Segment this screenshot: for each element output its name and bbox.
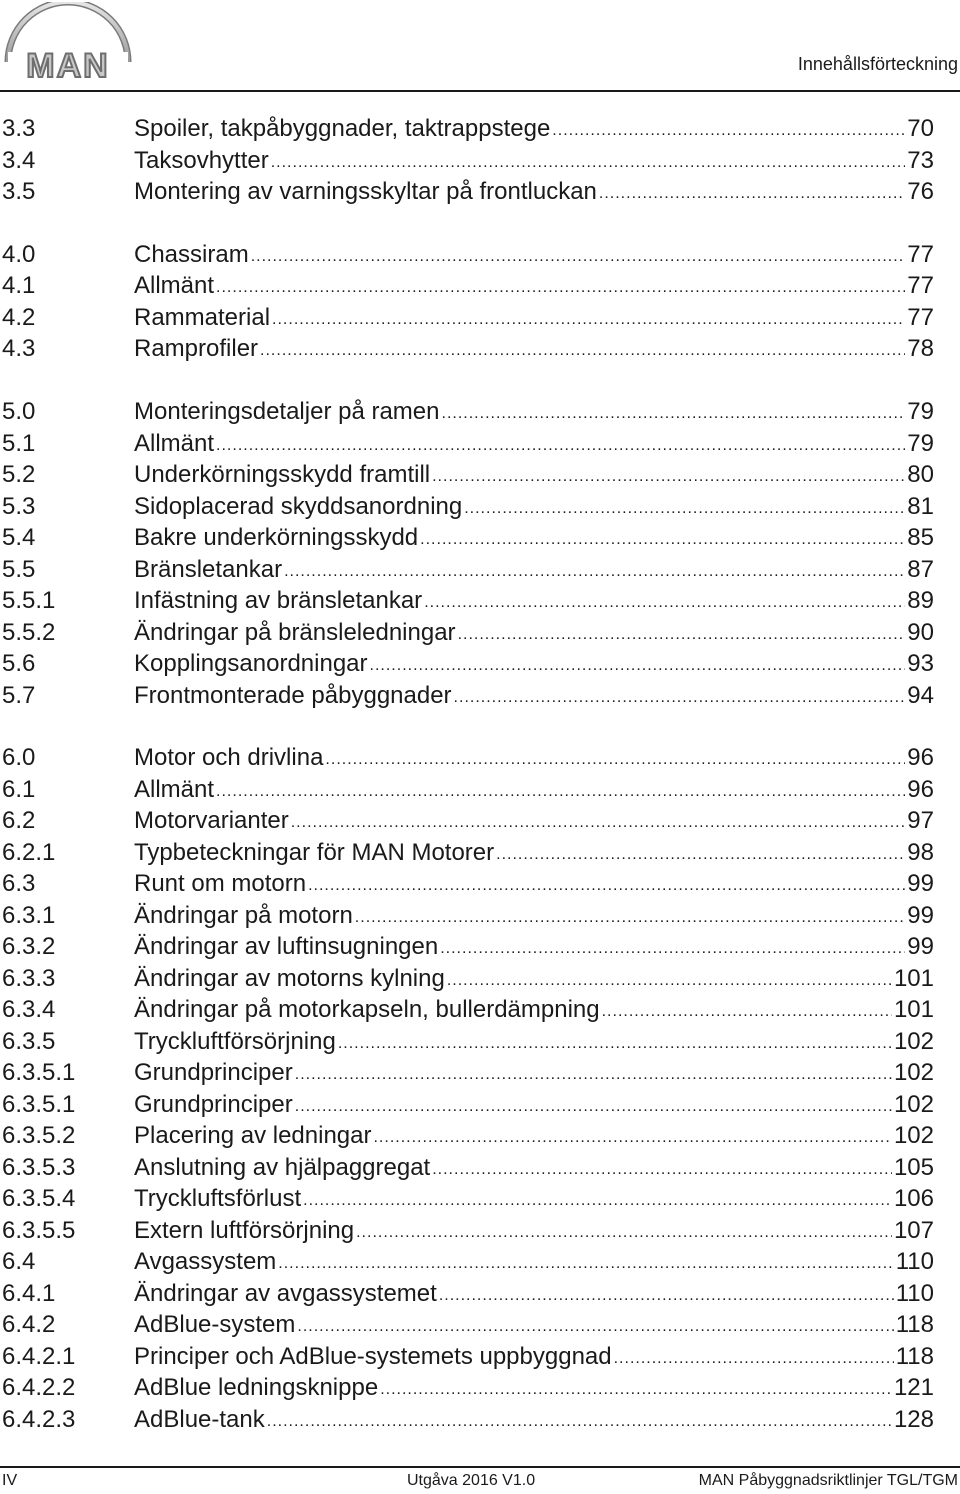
toc-entry-title: Runt om motorn bbox=[134, 870, 307, 898]
toc-entry-title: Montering av varningsskyltar på frontluckan bbox=[134, 178, 597, 205]
toc-entry[interactable] bbox=[0, 1246, 934, 1278]
toc-entry[interactable] bbox=[0, 145, 934, 177]
toc-entry-number: 5.1 bbox=[2, 429, 36, 457]
toc-entry[interactable] bbox=[0, 113, 934, 145]
toc-entry-page: 70 bbox=[907, 115, 934, 142]
toc-entry-page: 110 bbox=[895, 1248, 934, 1276]
toc-entry-page: 102 bbox=[893, 1027, 934, 1055]
toc-dot-leader bbox=[614, 1340, 894, 1375]
toc-entry[interactable] bbox=[0, 1089, 934, 1121]
toc-entry-title: Grundprinciper bbox=[134, 1090, 293, 1118]
toc-entry-number: 6.0 bbox=[2, 744, 36, 772]
toc-dot-leader bbox=[420, 521, 905, 556]
toc-entry[interactable] bbox=[0, 333, 934, 365]
toc-entry[interactable] bbox=[0, 554, 934, 586]
toc-entry[interactable] bbox=[0, 428, 934, 460]
toc-entry-number: 3.4 bbox=[2, 146, 36, 174]
toc-entry[interactable] bbox=[0, 1278, 934, 1310]
toc-dot-leader bbox=[297, 1308, 893, 1343]
toc-entry[interactable] bbox=[0, 648, 934, 680]
toc-entry-title: Spoiler, takpåbyggnader, taktrappstege bbox=[134, 115, 551, 142]
toc-dot-leader bbox=[260, 332, 905, 367]
toc-entry-title: Ändringar av luftinsugningen bbox=[134, 933, 439, 961]
toc-entry-page: 87 bbox=[907, 555, 934, 583]
toc-dot-leader bbox=[552, 112, 905, 147]
toc-entry-number: 6.3.5.1 bbox=[2, 1059, 76, 1087]
toc-entry-number: 6.3.5.1 bbox=[2, 1090, 76, 1118]
toc-entry-number: 6.4.2.2 bbox=[2, 1374, 76, 1402]
toc-entry-title: Tryckluftsförlust bbox=[134, 1185, 302, 1213]
toc-entry[interactable] bbox=[0, 491, 934, 523]
toc-entry-page: 99 bbox=[907, 901, 934, 929]
toc-entry[interactable] bbox=[0, 837, 934, 869]
toc-dot-leader bbox=[216, 269, 905, 304]
toc-entry-title: Principer och AdBlue-systemets uppbyggnad bbox=[134, 1342, 612, 1370]
toc-entry-title: Tryckluftförsörjning bbox=[134, 1027, 336, 1055]
toc-entry[interactable] bbox=[0, 1057, 934, 1089]
toc-entry-number: 6.4 bbox=[2, 1248, 36, 1276]
toc-entry-number: 6.2 bbox=[2, 807, 36, 835]
toc-entry-title: Bakre underkörningsskydd bbox=[134, 524, 419, 552]
footer-edition: Utgåva 2016 V1.0 bbox=[407, 1472, 536, 1489]
toc-entry-number: 5.5.1 bbox=[2, 587, 56, 615]
toc-entry[interactable] bbox=[0, 900, 934, 932]
toc-entry-title: Ändringar på motorn bbox=[134, 901, 353, 929]
toc-entry-number: 5.4 bbox=[2, 524, 36, 552]
toc-dot-leader bbox=[432, 1151, 892, 1186]
toc-dot-leader bbox=[496, 836, 905, 871]
toc-entry-page: 85 bbox=[907, 524, 934, 552]
toc-entry-title: Ändringar på bränsleledningar bbox=[134, 618, 456, 646]
toc-entry-title: Motorvarianter bbox=[134, 807, 289, 835]
toc-dot-leader bbox=[303, 1182, 892, 1217]
toc-entry[interactable] bbox=[0, 742, 934, 774]
toc-entry-number: 6.4.1 bbox=[2, 1279, 56, 1307]
toc-entry[interactable] bbox=[0, 1026, 934, 1058]
toc-dot-leader bbox=[370, 647, 906, 682]
toc-entry[interactable] bbox=[0, 963, 934, 995]
toc-dot-leader bbox=[291, 804, 906, 839]
toc-entry-page: 99 bbox=[907, 933, 934, 961]
toc-entry-page: 101 bbox=[893, 996, 934, 1024]
toc-entry-page: 106 bbox=[893, 1185, 934, 1213]
toc-entry[interactable] bbox=[0, 931, 934, 963]
table-of-contents bbox=[0, 113, 934, 1435]
toc-entry-title: AdBlue ledningsknippe bbox=[134, 1374, 379, 1402]
toc-entry-title: Rammaterial bbox=[134, 303, 271, 331]
toc-dot-leader bbox=[447, 962, 892, 997]
toc-entry-page: 96 bbox=[907, 744, 934, 772]
toc-entry-title: Chassiram bbox=[134, 240, 249, 268]
toc-entry-number: 6.4.2.3 bbox=[2, 1405, 76, 1433]
toc-entry-title: Motor och drivlina bbox=[134, 744, 324, 772]
toc-entry-title: Ändringar på motorkapseln, bullerdämpning bbox=[134, 996, 600, 1024]
toc-entry-title: Bränsletankar bbox=[134, 555, 283, 583]
toc-entry-number: 6.3.1 bbox=[2, 901, 56, 929]
toc-entry-title: Sidoplacerad skyddsanordning bbox=[134, 492, 463, 520]
toc-dot-leader bbox=[458, 616, 906, 651]
toc-entry-title: Allmänt bbox=[134, 429, 215, 457]
toc-entry-page: 90 bbox=[907, 618, 934, 646]
toc-entry-title: Extern luftförsörjning bbox=[134, 1216, 355, 1244]
toc-entry-page: 89 bbox=[907, 587, 934, 615]
toc-entry-page: 128 bbox=[893, 1405, 934, 1433]
footer-document-title: MAN Påbyggnadsriktlinjer TGL/TGM bbox=[698, 1472, 958, 1489]
toc-dot-leader bbox=[602, 993, 892, 1028]
toc-entry[interactable] bbox=[0, 1341, 934, 1373]
toc-entry-number: 6.4.2 bbox=[2, 1311, 56, 1339]
toc-entry-page: 110 bbox=[895, 1279, 934, 1307]
toc-entry[interactable] bbox=[0, 680, 934, 712]
toc-entry-title: Allmänt bbox=[134, 272, 215, 300]
toc-entry-title: AdBlue-system bbox=[134, 1311, 296, 1339]
toc-entry-page: 79 bbox=[907, 398, 934, 426]
toc-entry[interactable] bbox=[0, 302, 934, 334]
toc-entry[interactable] bbox=[0, 994, 934, 1026]
toc-entry[interactable] bbox=[0, 1372, 934, 1404]
toc-entry-title: Anslutning av hjälpaggregat bbox=[134, 1153, 431, 1181]
toc-entry-title: AdBlue-tank bbox=[134, 1405, 265, 1433]
toc-entry-number: 6.3.5.3 bbox=[2, 1153, 76, 1181]
toc-entry-page: 78 bbox=[907, 335, 934, 363]
footer-page-number: IV bbox=[2, 1472, 18, 1489]
toc-dot-leader bbox=[440, 930, 905, 965]
toc-dot-leader bbox=[295, 1088, 892, 1123]
toc-entry-page: 80 bbox=[907, 461, 934, 489]
toc-entry[interactable] bbox=[0, 805, 934, 837]
toc-dot-leader bbox=[599, 175, 905, 210]
toc-dot-leader bbox=[338, 1025, 892, 1060]
toc-entry-number: 6.3.4 bbox=[2, 996, 56, 1024]
toc-dot-leader bbox=[380, 1371, 892, 1406]
toc-entry-page: 102 bbox=[893, 1122, 934, 1150]
toc-entry[interactable] bbox=[0, 1404, 934, 1436]
toc-entry-page: 118 bbox=[895, 1311, 934, 1339]
toc-entry-page: 94 bbox=[907, 681, 934, 709]
toc-entry[interactable] bbox=[0, 617, 934, 649]
toc-entry[interactable] bbox=[0, 1152, 934, 1184]
toc-dot-leader bbox=[278, 1245, 893, 1280]
toc-entry-number: 6.3.3 bbox=[2, 964, 56, 992]
toc-entry-page: 102 bbox=[893, 1090, 934, 1118]
toc-entry-page: 77 bbox=[907, 240, 934, 268]
toc-dot-leader bbox=[325, 741, 905, 776]
toc-entry-number: 6.3.2 bbox=[2, 933, 56, 961]
page-footer bbox=[0, 1470, 960, 1494]
header-divider bbox=[0, 90, 960, 92]
toc-entry[interactable] bbox=[0, 868, 934, 900]
toc-entry-title: Ramprofiler bbox=[134, 335, 259, 363]
toc-entry-number: 6.3.5.4 bbox=[2, 1185, 76, 1213]
section-title: Innehållsförteckning bbox=[797, 54, 958, 74]
toc-entry-number: 6.2.1 bbox=[2, 838, 56, 866]
toc-entry-title: Ändringar av avgassystemet bbox=[134, 1279, 437, 1307]
toc-dot-leader bbox=[464, 490, 905, 525]
toc-entry-title: Allmänt bbox=[134, 775, 215, 803]
toc-dot-leader bbox=[356, 1214, 892, 1249]
toc-entry-page: 93 bbox=[907, 650, 934, 678]
toc-entry-page: 77 bbox=[907, 303, 934, 331]
logo-text: MAN bbox=[26, 47, 110, 80]
toc-entry-number: 5.5.2 bbox=[2, 618, 56, 646]
toc-dot-leader bbox=[424, 584, 905, 619]
toc-entry-page: 79 bbox=[907, 429, 934, 457]
toc-entry-page: 96 bbox=[907, 775, 934, 803]
toc-entry-title: Kopplingsanordningar bbox=[134, 650, 368, 678]
toc-entry[interactable] bbox=[0, 1309, 934, 1341]
toc-entry[interactable] bbox=[0, 459, 934, 491]
toc-entry[interactable] bbox=[0, 1215, 934, 1247]
toc-dot-leader bbox=[216, 773, 905, 808]
toc-entry-number: 6.3.5.2 bbox=[2, 1122, 76, 1150]
toc-entry[interactable] bbox=[0, 1120, 934, 1152]
toc-dot-leader bbox=[272, 301, 905, 336]
toc-entry-page: 99 bbox=[907, 870, 934, 898]
toc-entry-title: Placering av ledningar bbox=[134, 1122, 372, 1150]
toc-entry-number: 3.3 bbox=[2, 115, 36, 142]
toc-entry-number: 6.3 bbox=[2, 870, 36, 898]
toc-entry-title: Typbeteckningar för MAN Motorer bbox=[134, 838, 495, 866]
toc-entry-page: 98 bbox=[907, 838, 934, 866]
toc-dot-leader bbox=[251, 238, 906, 273]
toc-entry-number: 5.0 bbox=[2, 398, 36, 426]
toc-entry-page: 73 bbox=[907, 146, 934, 174]
toc-dot-leader bbox=[442, 395, 906, 430]
toc-entry[interactable] bbox=[0, 585, 934, 617]
toc-dot-leader bbox=[373, 1119, 891, 1154]
toc-entry-page: 105 bbox=[893, 1153, 934, 1181]
toc-entry[interactable] bbox=[0, 774, 934, 806]
toc-entry-page: 101 bbox=[893, 964, 934, 992]
toc-entry-title: Taksovhytter bbox=[134, 146, 269, 174]
toc-entry-page: 102 bbox=[893, 1059, 934, 1087]
toc-entry-number: 5.2 bbox=[2, 461, 36, 489]
toc-entry-number: 4.2 bbox=[2, 303, 36, 331]
toc-dot-leader bbox=[295, 1056, 892, 1091]
toc-entry-number: 5.7 bbox=[2, 681, 36, 709]
toc-entry-title: Ändringar av motorns kylning bbox=[134, 964, 445, 992]
toc-entry[interactable] bbox=[0, 396, 934, 428]
toc-dot-leader bbox=[308, 867, 905, 902]
toc-dot-leader bbox=[267, 1403, 892, 1438]
toc-entry-number: 4.3 bbox=[2, 335, 36, 363]
toc-entry-number: 6.3.5.5 bbox=[2, 1216, 76, 1244]
toc-entry-number: 3.5 bbox=[2, 178, 36, 205]
toc-dot-leader bbox=[284, 553, 905, 588]
footer-divider bbox=[0, 1466, 960, 1468]
toc-entry-number: 6.3.5 bbox=[2, 1027, 56, 1055]
toc-entry-title: Grundprinciper bbox=[134, 1059, 293, 1087]
toc-entry[interactable] bbox=[0, 522, 934, 554]
page-header bbox=[0, 0, 960, 92]
toc-entry[interactable] bbox=[0, 270, 934, 302]
toc-entry[interactable] bbox=[0, 176, 934, 208]
toc-entry-number: 5.5 bbox=[2, 555, 36, 583]
toc-dot-leader bbox=[355, 899, 906, 934]
toc-entry-number: 4.0 bbox=[2, 240, 36, 268]
toc-entry-number: 5.3 bbox=[2, 492, 36, 520]
toc-entry-title: Underkörningsskydd framtill bbox=[134, 461, 431, 489]
toc-entry-page: 97 bbox=[907, 807, 934, 835]
toc-entry[interactable] bbox=[0, 1183, 934, 1215]
toc-entry-number: 4.1 bbox=[2, 272, 36, 300]
toc-entry-page: 118 bbox=[895, 1342, 934, 1370]
toc-dot-leader bbox=[454, 679, 906, 714]
toc-entry-title: Frontmonterade påbyggnader bbox=[134, 681, 452, 709]
toc-entry-title: Infästning av bränsletankar bbox=[134, 587, 423, 615]
toc-entry-page: 76 bbox=[907, 178, 934, 205]
toc-entry-page: 81 bbox=[907, 492, 934, 520]
toc-entry-page: 107 bbox=[893, 1216, 934, 1244]
toc-entry[interactable] bbox=[0, 239, 934, 271]
toc-entry-title: Avgassystem bbox=[134, 1248, 277, 1276]
toc-entry-number: 6.4.2.1 bbox=[2, 1342, 76, 1370]
toc-dot-leader bbox=[216, 427, 905, 462]
toc-dot-leader bbox=[439, 1277, 894, 1312]
man-logo bbox=[2, 2, 134, 80]
toc-entry-page: 77 bbox=[907, 272, 934, 300]
toc-entry-number: 5.6 bbox=[2, 650, 36, 678]
toc-dot-leader bbox=[271, 144, 906, 179]
toc-entry-title: Monteringsdetaljer på ramen bbox=[134, 398, 440, 426]
toc-entry-page: 121 bbox=[893, 1374, 934, 1402]
toc-dot-leader bbox=[432, 458, 905, 493]
toc-entry-number: 6.1 bbox=[2, 775, 36, 803]
